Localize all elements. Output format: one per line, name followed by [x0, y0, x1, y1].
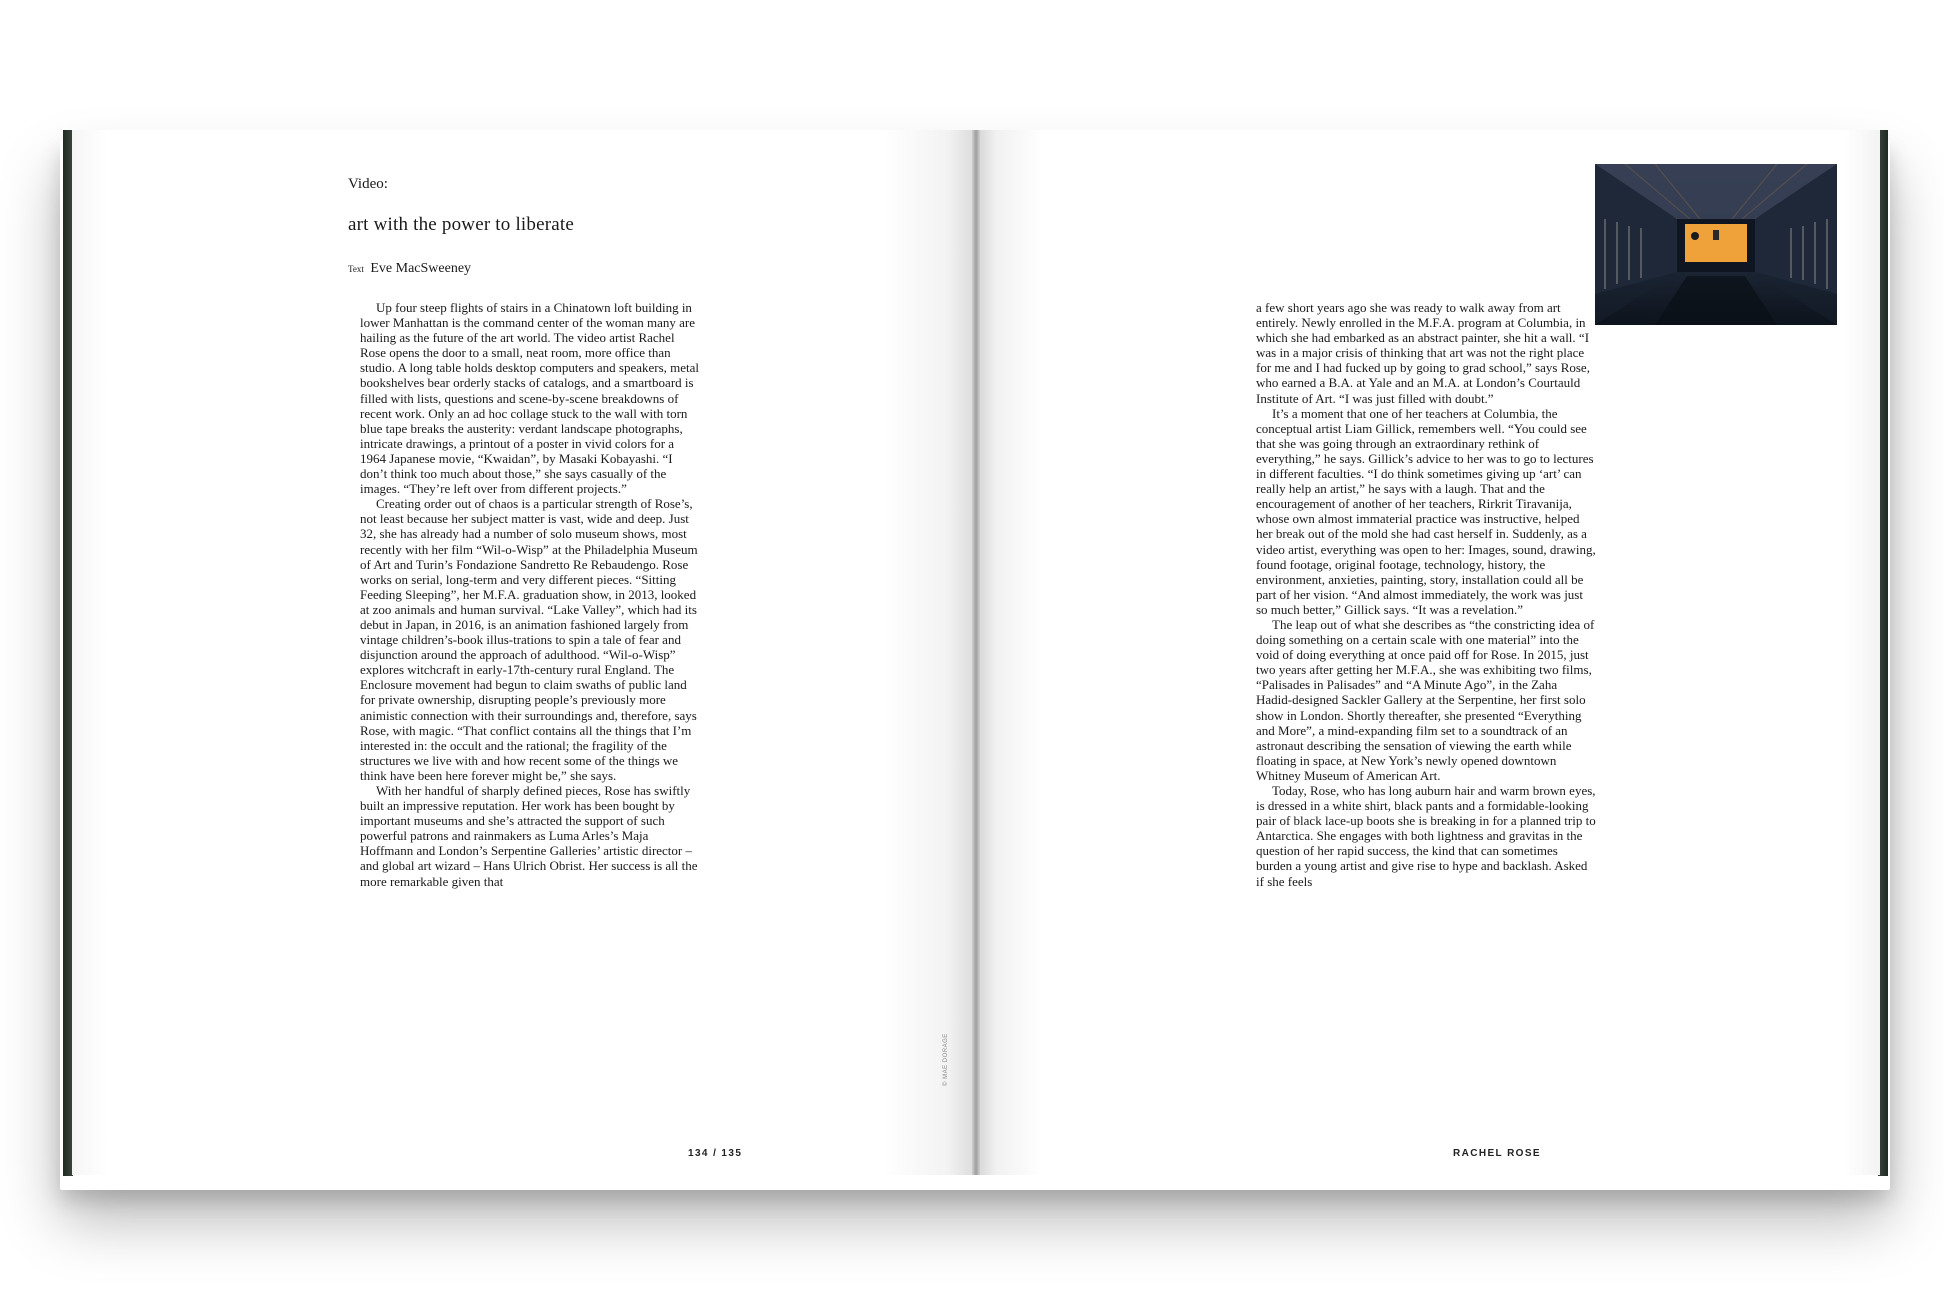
paragraph: With her handful of sharply defined pieces, Rose has swiftly built an impressive reputation. Her work has been bought by important museums and she’s attracted the support of such powerful patrons and rainmakers as Luma Arles’s Maja Hoffmann and London’s Serpentine Galleries’ artistic director – and global art wizard – Hans Ulrich Obrist. Her success is all the more remarkable given that — [360, 783, 698, 889]
paragraph: a few short years ago she was ready to walk away from art entirely. Newly enrolled in the M.F.A. program at Columbia, in which she had embarked as an abstract painter, she hit a wall. “I was in a major crisis of thinking that art was not the right place for me and I had fucked up by going to grad school,” says Rose, who earned a B.A. at Yale and an M.A. at London’s Courtauld Institute of Art. “I was just filled with doubt.” — [1256, 300, 1590, 406]
page-number: 134 / 135 — [688, 1148, 743, 1159]
paragraph: The leap out of what she describes as “the constricting idea of doing something on a certain scale with one material” into the void of doing everything at once paid off for Rose. In 2015, just two years after getting her M.F.A., she was exhibiting two films, “Palisades in Palisades” and “A Minute Ago”, in the Zaha Hadid-designed Sackler Gallery at the Serpentine, her first solo show in London. Shortly thereafter, she presented “Everything and More”, a mind-expanding film set to a soundtrack of an astronaut describing the sensation of viewing the earth while floating in space, at New York’s newly opened downtown Whitney Museum of American Art. — [1256, 616, 1595, 783]
body-column-right — [1256, 300, 1596, 889]
section-footer: RACHEL ROSE — [1453, 1148, 1542, 1159]
gutter — [972, 130, 980, 1175]
article-byline — [348, 261, 471, 277]
photo-credit: © MAE DORAGE — [943, 1033, 949, 1086]
byline-author: Eve MacSweeney — [370, 261, 472, 276]
article-kicker: Video: — [348, 176, 388, 192]
video-still-image — [1595, 164, 1837, 325]
paragraph: Today, Rose, who has long auburn hair and warm brown eyes, is dressed in a white shirt, black pants and a formidable-looking pair of black lace-up boots she is breaking in for a planned trip to Antarctica. She engages with both lightness and gravitas in the question of her rapid success, the kind that can sometimes burden a young artist and give rise to hype and backlash. Asked if she feels — [1256, 783, 1596, 889]
byline-label: Text — [348, 264, 364, 274]
body-column-left — [360, 300, 700, 889]
tunnel-screen-illustration — [1595, 164, 1837, 325]
paragraph: Creating order out of chaos is a particular strength of Rose’s, not least because her subject matter is vast, wide and deep. Just 32, she has already had a number of solo museum shows, most recently with her film “Wil-o-Wisp” at the Philadelphia Museum of Art and Turin’s Fondazione Sandretto Re Rebaudengo. Rose works on serial, long-term and very different pieces. “Sitting Feeding Sleeping”, her M.F.A. graduation show, in 2013, looked at zoo animals and human survival. “Lake Valley”, which had its debut in Japan, in 2016, is an animation fashioned largely from vintage children’s-book illus-trations to spin a tale of fear and disjunction around the approach of adulthood. “Wil-o-Wisp” explores witchcraft in early-17th-century rural England. The Enclosure movement had begun to claim swaths of public land for private ownership, disrupting people’s previously more animistic connection with their surroundings and, therefore, says Rose, with magic. “That conflict contains all the things that I’m interested in: the occult and the rational; the fragility of the structures we live with and how recent some of the things we think have been here forever might be,” she says. — [360, 496, 698, 783]
paragraph: Up four steep flights of stairs in a Chinatown loft building in lower Manhattan is the command center of the woman many are hailing as the future of the art world. The video artist Rachel Rose opens the door to a small, neat room, more office than studio. A long table holds desktop computers and speakers, metal bookshelves bear orderly stacks of catalogs, and a smartboard is filled with lists, questions and scene-by-scene breakdowns of recent work. Only an ad hoc collage stuck to the wall with torn blue tape breaks the austerity: verdant landscape photographs, intricate drawings, a printout of a poster in vivid colors for a 1964 Japanese movie, “Kwaidan”, by Masaki Kobayashi. “I don’t think too much about those,” she says casually of the images. “They’re left over from different projects.” — [360, 300, 700, 497]
article-headline: art with the power to liberate — [348, 214, 575, 235]
paragraph: It’s a moment that one of her teachers at Columbia, the conceptual artist Liam Gillick, remembers well. “You could see that she was going through an extraordinary rethink of everything,” he says. Gillick’s advice to her was to go to lectures in different faculties. “I do think sometimes giving up ‘art’ can really help an artist,” he says with a laugh. That and the encouragement of another of her teachers, Rirkrit Tiravanija, whose own almost immaterial practice was instructive, helped her break out of the mold she had cast herself in. Suddenly, as a video artist, everything was open to her: Images, sound, drawing, found footage, original footage, technology, history, the environment, anxieties, painting, story, installation could all be part of her vision. “And almost immediately, the work was just so much better,” Gillick says. “It was a revelation.” — [1256, 405, 1596, 617]
